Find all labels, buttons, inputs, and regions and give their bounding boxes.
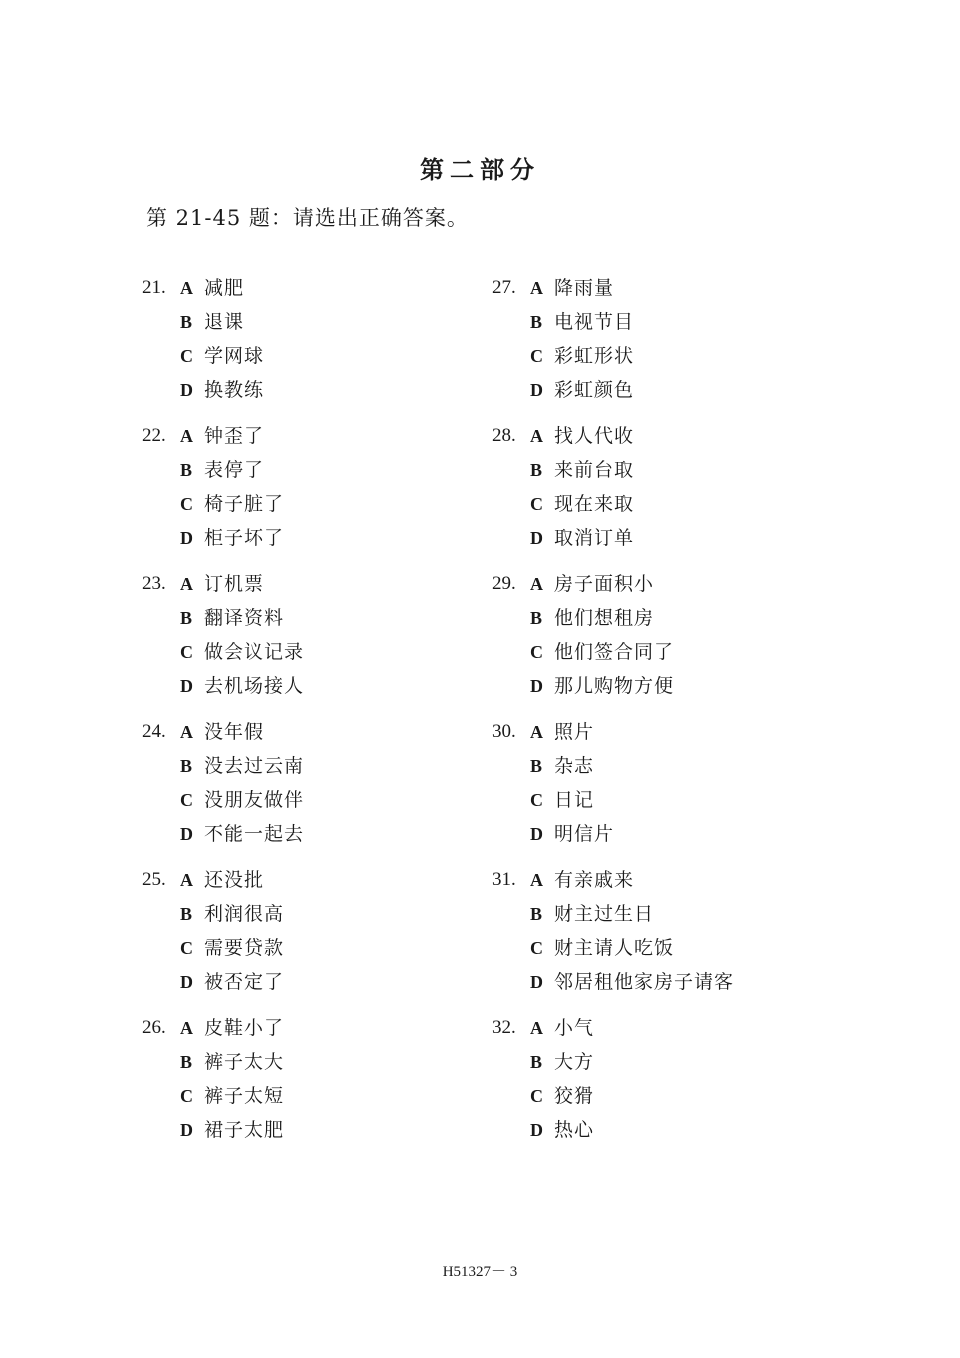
option-b <box>530 1050 594 1084</box>
option-letter: C <box>180 1086 193 1106</box>
question-column-left <box>142 276 522 1164</box>
option-text: 换教练 <box>204 379 265 401</box>
option-letter: B <box>180 1052 193 1072</box>
option-text: 狡猾 <box>554 1085 595 1107</box>
option-letter: C <box>530 642 543 662</box>
option-letter: C <box>180 346 193 366</box>
section-title: 第二部分 <box>420 155 540 184</box>
question-number: 28. <box>492 425 516 446</box>
option-c <box>180 640 304 674</box>
option-letter: D <box>530 528 543 548</box>
option-d <box>530 970 734 1004</box>
option-letter: C <box>530 938 543 958</box>
option-b <box>530 458 634 492</box>
option-letter: D <box>530 824 543 844</box>
question-31 <box>492 868 872 1016</box>
question-23 <box>142 572 522 720</box>
question-28 <box>492 424 872 572</box>
option-text: 没年假 <box>204 721 265 743</box>
question-27 <box>492 276 872 424</box>
option-text: 裤子太短 <box>204 1085 285 1107</box>
option-letter: C <box>530 790 543 810</box>
question-number: 22. <box>142 425 166 446</box>
option-d <box>180 1118 284 1152</box>
option-text: 大方 <box>554 1051 595 1073</box>
option-b <box>180 754 304 788</box>
option-letter: D <box>530 676 543 696</box>
option-c <box>180 344 264 378</box>
option-d <box>530 674 674 708</box>
option-text: 减肥 <box>204 277 245 299</box>
option-letter: D <box>530 380 543 400</box>
option-b <box>530 310 634 344</box>
question-26 <box>142 1016 522 1164</box>
option-text: 钟歪了 <box>204 425 265 447</box>
option-letter: A <box>180 574 193 594</box>
option-letter: C <box>180 642 193 662</box>
option-c <box>530 1084 594 1118</box>
question-number: 32. <box>492 1017 516 1038</box>
option-text: 小气 <box>554 1017 595 1039</box>
question-number: 29. <box>492 573 516 594</box>
question-number: 25. <box>142 869 166 890</box>
option-letter: A <box>530 426 543 446</box>
option-text: 裙子太肥 <box>204 1119 285 1141</box>
option-d <box>530 378 634 412</box>
option-letter: B <box>530 756 543 776</box>
option-c <box>180 492 284 526</box>
option-c <box>530 492 634 526</box>
option-letter: C <box>530 346 543 366</box>
option-d <box>180 674 304 708</box>
option-a <box>180 276 244 310</box>
option-text: 没去过云南 <box>204 755 305 777</box>
option-text: 被否定了 <box>204 971 285 993</box>
option-letter: C <box>180 494 193 514</box>
question-29 <box>492 572 872 720</box>
option-text: 邻居租他家房子请客 <box>554 971 735 993</box>
question-30 <box>492 720 872 868</box>
option-text: 柜子坏了 <box>204 527 285 549</box>
option-text: 彩虹颜色 <box>554 379 635 401</box>
option-letter: C <box>180 938 193 958</box>
question-number: 21. <box>142 277 166 298</box>
question-32 <box>492 1016 872 1164</box>
question-number: 23. <box>142 573 166 594</box>
option-text: 还没批 <box>204 869 265 891</box>
option-text: 来前台取 <box>554 459 635 481</box>
option-text: 裤子太大 <box>204 1051 285 1073</box>
option-text: 皮鞋小了 <box>204 1017 285 1039</box>
option-c <box>530 344 634 378</box>
option-text: 杂志 <box>554 755 595 777</box>
option-a <box>180 868 264 902</box>
option-text: 学网球 <box>204 345 265 367</box>
option-c <box>530 788 594 822</box>
option-d <box>530 822 614 856</box>
question-number: 26. <box>142 1017 166 1038</box>
question-number: 27. <box>492 277 516 298</box>
option-d <box>180 970 284 1004</box>
instruction-text: 第 21-45 题：请选出正确答案。 <box>146 206 469 230</box>
option-a <box>530 572 654 606</box>
option-text: 表停了 <box>204 459 265 481</box>
option-letter: B <box>180 608 193 628</box>
option-c <box>530 936 674 970</box>
option-text: 日记 <box>554 789 595 811</box>
option-text: 不能一起去 <box>204 823 305 845</box>
option-a <box>530 720 594 754</box>
option-a <box>530 868 634 902</box>
option-letter: D <box>530 1120 543 1140</box>
option-letter: A <box>530 278 543 298</box>
option-d <box>180 526 284 560</box>
option-text: 降雨量 <box>554 277 615 299</box>
option-d <box>530 526 634 560</box>
option-letter: A <box>530 870 543 890</box>
option-text: 需要贷款 <box>204 937 285 959</box>
option-d <box>180 822 304 856</box>
option-letter: D <box>180 380 193 400</box>
option-letter: B <box>530 608 543 628</box>
option-letter: B <box>180 312 193 332</box>
option-letter: A <box>530 722 543 742</box>
option-text: 那儿购物方便 <box>554 675 675 697</box>
question-25 <box>142 868 522 1016</box>
option-b <box>530 902 654 936</box>
option-letter: D <box>180 676 193 696</box>
option-letter: C <box>180 790 193 810</box>
option-text: 做会议记录 <box>204 641 305 663</box>
option-letter: A <box>530 1018 543 1038</box>
option-b <box>180 310 244 344</box>
option-letter: A <box>530 574 543 594</box>
option-letter: C <box>530 494 543 514</box>
option-b <box>530 606 654 640</box>
option-d <box>180 378 264 412</box>
option-letter: A <box>180 722 193 742</box>
option-a <box>530 1016 594 1050</box>
option-text: 现在来取 <box>554 493 635 515</box>
question-22 <box>142 424 522 572</box>
option-letter: A <box>180 426 193 446</box>
option-text: 他们想租房 <box>554 607 655 629</box>
option-b <box>180 902 284 936</box>
option-c <box>180 1084 284 1118</box>
option-letter: B <box>180 460 193 480</box>
option-letter: D <box>180 528 193 548</box>
option-letter: B <box>180 756 193 776</box>
option-b <box>180 1050 284 1084</box>
option-text: 翻译资料 <box>204 607 285 629</box>
option-letter: B <box>180 904 193 924</box>
option-text: 订机票 <box>204 573 265 595</box>
option-text: 椅子脏了 <box>204 493 285 515</box>
option-letter: B <box>530 312 543 332</box>
option-letter: A <box>180 1018 193 1038</box>
option-text: 照片 <box>554 721 595 743</box>
option-text: 财主请人吃饭 <box>554 937 675 959</box>
option-text: 没朋友做伴 <box>204 789 305 811</box>
question-number: 24. <box>142 721 166 742</box>
option-letter: B <box>530 1052 543 1072</box>
option-a <box>530 424 634 458</box>
question-column-right <box>492 276 872 1164</box>
option-text: 找人代收 <box>554 425 635 447</box>
option-text: 电视节目 <box>554 311 635 333</box>
option-letter: D <box>180 972 193 992</box>
option-a <box>180 720 264 754</box>
option-letter: D <box>180 824 193 844</box>
question-number: 31. <box>492 869 516 890</box>
question-number: 30. <box>492 721 516 742</box>
option-c <box>180 788 304 822</box>
option-letter: D <box>530 972 543 992</box>
option-letter: B <box>530 904 543 924</box>
option-a <box>180 424 264 458</box>
option-d <box>530 1118 594 1152</box>
option-text: 去机场接人 <box>204 675 305 697</box>
option-text: 退课 <box>204 311 245 333</box>
option-c <box>530 640 674 674</box>
option-letter: B <box>530 460 543 480</box>
option-text: 热心 <box>554 1119 595 1141</box>
option-text: 利润很高 <box>204 903 285 925</box>
option-text: 取消订单 <box>554 527 635 549</box>
option-text: 有亲戚来 <box>554 869 635 891</box>
option-letter: C <box>530 1086 543 1106</box>
question-24 <box>142 720 522 868</box>
option-b <box>180 606 284 640</box>
option-text: 房子面积小 <box>554 573 655 595</box>
question-21 <box>142 276 522 424</box>
option-letter: A <box>180 278 193 298</box>
option-text: 财主过生日 <box>554 903 655 925</box>
option-b <box>180 458 264 492</box>
option-letter: D <box>180 1120 193 1140</box>
option-letter: A <box>180 870 193 890</box>
option-text: 彩虹形状 <box>554 345 635 367</box>
option-a <box>180 1016 284 1050</box>
option-c <box>180 936 284 970</box>
option-text: 他们签合同了 <box>554 641 675 663</box>
option-a <box>530 276 614 310</box>
page-footer: H51327－ 3 <box>442 1264 518 1280</box>
option-text: 明信片 <box>554 823 615 845</box>
option-a <box>180 572 264 606</box>
option-b <box>530 754 594 788</box>
